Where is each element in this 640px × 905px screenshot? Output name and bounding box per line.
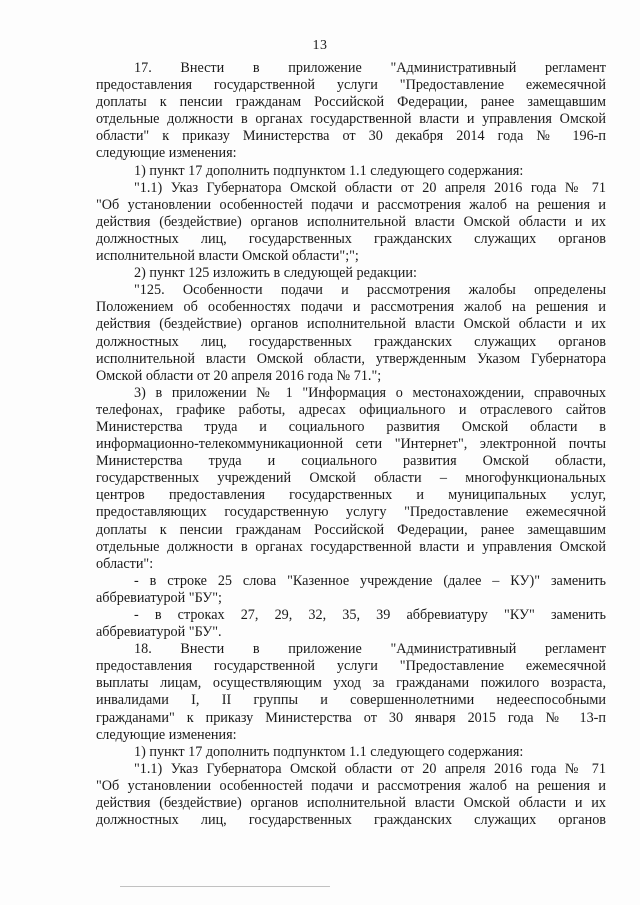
text-line: аббревиатурой "БУ"; xyxy=(96,589,222,606)
text-line: исполнительной власти Омской области, утвержденным Указом Губернатора xyxy=(96,350,606,367)
text-line: - в строках 27, 29, 32, 35, 39 аббревиатуру "КУ" заменить xyxy=(134,607,606,623)
text-line: государственных учреждений Омской области – многофункциональных xyxy=(96,470,606,487)
text-line: "Об установлении особенностей подачи и рассмотрения жалоб на решения и xyxy=(96,196,606,213)
text-line: 18. Внести в приложение "Административный регламент xyxy=(134,641,606,658)
text-line: центров предоставления государственных и муниципальных услуг, xyxy=(96,487,606,504)
text-line: "125. Особенности подачи и рассмотрения жалобы определены xyxy=(134,282,606,299)
text-line: следующие изменения: xyxy=(96,145,237,162)
text-line: 1) пункт 17 дополнить подпунктом 1.1 следующего содержания: xyxy=(134,162,524,179)
text-line: 17. Внести в приложение "Административный регламент xyxy=(134,60,606,76)
text-line: отдельные должности в органах государственной власти и управления Омской xyxy=(96,111,606,128)
text-line: должностных лиц, государственных гражданских служащих органов xyxy=(96,812,606,829)
text-line: - в строке 25 слова "Казенное учреждение (далее – КУ)" заменить xyxy=(134,572,606,589)
text-line: предоставления государственной услуги "Предоставление ежемесячной xyxy=(96,658,606,675)
text-line: области" к приказу Министерства от 30 декабря 2014 года № 196-п xyxy=(96,128,606,145)
text-line: должностных лиц, государственных гражданских служащих органов xyxy=(96,333,606,350)
text-line: действия (бездействие) органов исполнительной власти Омской области и их xyxy=(96,213,606,230)
text-line: выплаты лицам, осуществляющим уход за гражданами пожилого возраста, xyxy=(96,675,606,692)
text-line: действия (бездействие) органов исполнительной власти Омской области и их xyxy=(96,795,606,812)
text-line: области": xyxy=(96,555,154,572)
text-line: отдельные должности в органах государственной власти и управления Омской xyxy=(96,538,606,555)
text-line: "1.1) Указ Губернатора Омской области от 20 апреля 2016 года № 71 xyxy=(134,179,606,196)
text-line: Министерства труда и социального развития Омской области в xyxy=(96,418,606,435)
text-line: Министерства труда и социального развития Омской области, xyxy=(96,453,606,470)
text-line: 3) в приложении № 1 "Информация о местонахождении, справочных xyxy=(134,384,606,401)
scan-edge-line xyxy=(120,886,330,887)
text-line: действия (бездействие) органов исполнительной власти Омской области и их xyxy=(96,316,606,333)
text-line: Положением об особенностях подачи и рассмотрения жалоб на решения и xyxy=(96,299,606,316)
text-line: 1) пункт 17 дополнить подпунктом 1.1 следующего содержания: xyxy=(134,743,524,760)
text-line: исполнительной власти Омской области";"; xyxy=(96,248,359,265)
text-line: Омской области от 20 апреля 2016 года № 71."; xyxy=(96,367,382,384)
text-line: следующие изменения: xyxy=(96,726,237,743)
text-line: должностных лиц, государственных гражданских служащих органов xyxy=(96,230,606,247)
text-line: 2) пункт 125 изложить в следующей редакции: xyxy=(134,265,417,282)
text-line: "1.1) Указ Губернатора Омской области от 20 апреля 2016 года № 71 xyxy=(134,760,606,777)
text-line: предоставления государственной услуги "Предоставление ежемесячной xyxy=(96,77,606,94)
document-body xyxy=(96,60,606,829)
text-line: аббревиатурой "БУ". xyxy=(96,624,222,641)
text-line: телефонах, графике работы, адресах официального и отраслевого сайтов xyxy=(96,401,606,418)
text-line: инвалидами I, II группы и совершеннолетними недееспособными xyxy=(96,692,606,709)
text-line: доплаты к пенсии гражданам Российской Федерации, ранее замещавшим xyxy=(96,521,606,538)
text-line: информационно-телекоммуникационной сети "Интернет", электронной почты xyxy=(96,436,606,453)
text-line: гражданами" к приказу Министерства от 30 января 2015 года № 13-п xyxy=(96,709,606,726)
text-line: "Об установлении особенностей подачи и рассмотрения жалоб на решения и xyxy=(96,777,606,794)
text-line: доплаты к пенсии гражданам Российской Федерации, ранее замещавшим xyxy=(96,94,606,111)
page-number: 13 xyxy=(312,38,328,53)
text-line: предоставляющих государственную услугу "Предоставление ежемесячной xyxy=(96,504,606,521)
